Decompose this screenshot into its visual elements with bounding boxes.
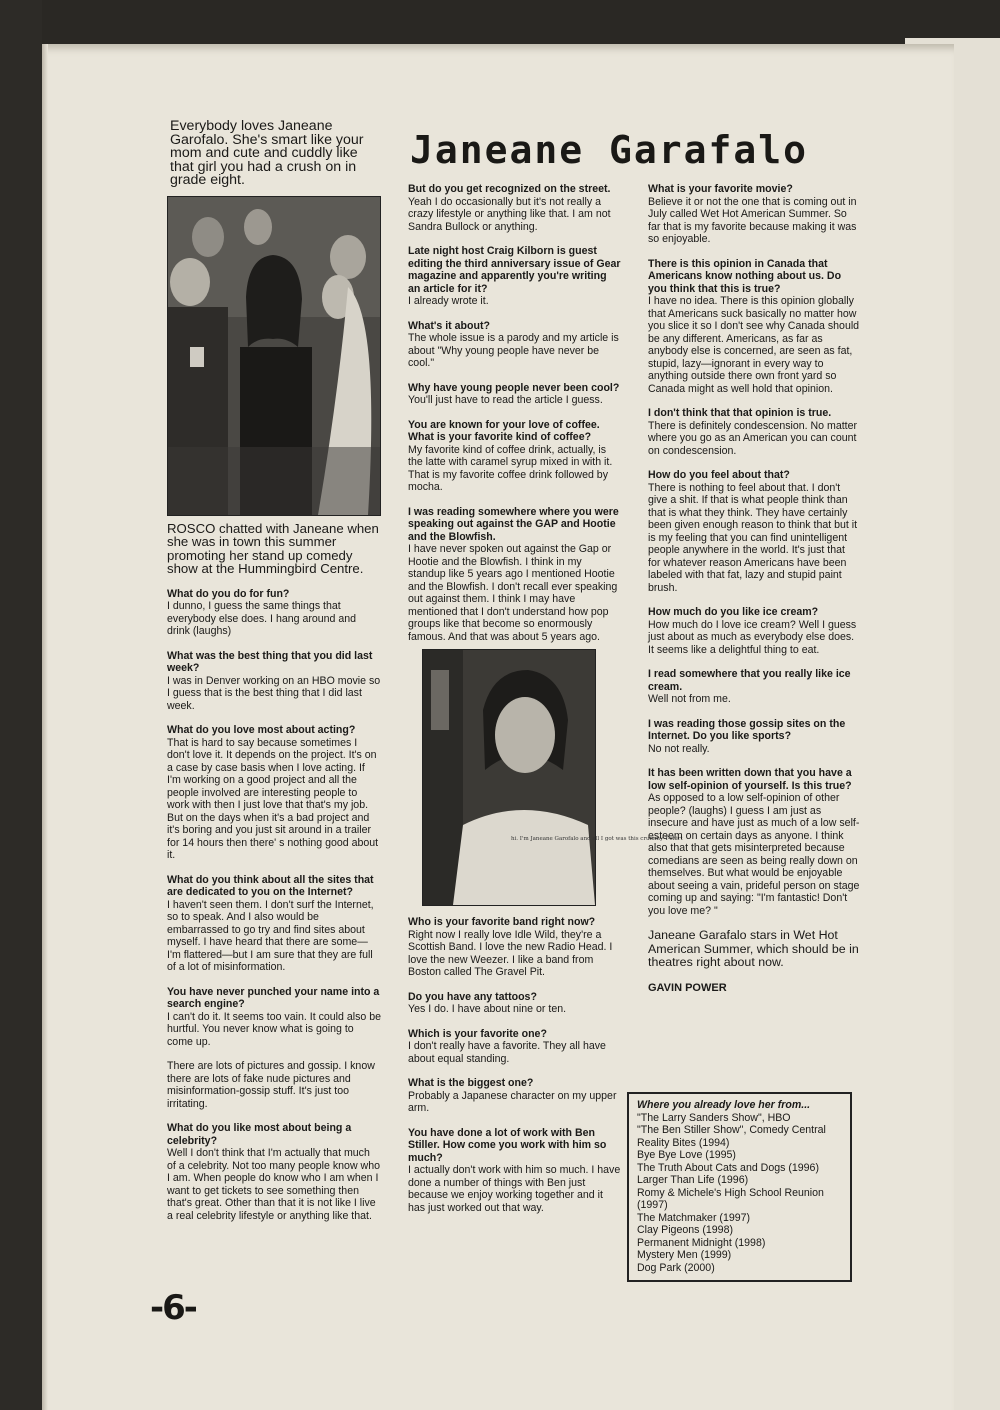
qa-block [167, 1060, 381, 1110]
filmography-item: Romy & Michele's High School Reunion (1997) [637, 1186, 824, 1211]
answer: How much do I love ice cream? Well I guess just about as much as everybody else does. It seems like a delightful thing to eat. [648, 618, 857, 656]
question: I read somewhere that you really like ice cream. [648, 668, 851, 693]
qa-block [167, 588, 381, 638]
answer: I dunno, I guess the same things that everybody else does. I hang around and drink (laughs) [167, 600, 357, 638]
qa-block [408, 991, 621, 1016]
filmography-box [627, 1092, 852, 1282]
qa-block [648, 606, 860, 656]
crowd-photo-illustration [168, 197, 380, 515]
qa-block [408, 245, 621, 308]
answer: I don't really have a favorite. They all have about equal standing. [408, 1040, 606, 1065]
byline: GAVIN POWER [648, 981, 727, 994]
answer: Well I don't think that I'm actually that much of a celebrity. Not too many people know who I am. When people do know who I am when I want to get tickets to see something then that's great. Other than that it is not like I live a real celebrity lifestyle or anything like that. [167, 1147, 380, 1222]
filmography-item: The Matchmaker (1997) [637, 1211, 751, 1224]
question: You are known for your love of coffee. What is your favorite kind of coffee? [408, 418, 600, 443]
question: Why have young people never been cool? [408, 381, 620, 394]
question: You have never punched your name into a search engine? [167, 985, 380, 1011]
question: I don't think that that opinion is true. [648, 407, 832, 419]
column-1 [167, 120, 381, 1234]
answer: I have no idea. There is this opinion globally that Americans suck basically no matter how you slice it so I don't see why Canada should be any different. Americans, as far as anybody else is concerned, are seen as fat, stupid, lazy—ignorant in every way to anything outside there own front yard so Canada might as well hold that opinion. [648, 295, 860, 395]
answer: Yes I do. I have about nine or ten. [408, 1003, 567, 1015]
qa-block [648, 668, 860, 706]
question: Do you have any tattoos? [408, 990, 537, 1003]
question: I was reading somewhere where you were speaking out against the GAP and Hootie and the Blowfish. [408, 505, 619, 543]
qa-block [648, 258, 860, 396]
question: What do you love most about acting? [167, 724, 356, 737]
qa-block [648, 469, 860, 594]
qa-block [167, 724, 381, 862]
filmography-item: Larger Than Life (1996) [637, 1174, 749, 1186]
qa-block [408, 1028, 621, 1066]
qa-block [648, 407, 860, 457]
question: What is the biggest one? [408, 1077, 534, 1089]
answer: I haven't seen them. I don't surf the Internet, so to speak. And I also would be embarrassed to go try and find sites about myself. I have heard that there are some—I'm flattered—but I am sure that they are full of a lot of misinformation. [167, 898, 374, 974]
filmography-item: Permanent Midnight (1998) [637, 1236, 766, 1249]
answer: I actually don't work with him so much. I have done a number of things with Ben just because we enjoy working together and it has just worked out that way. [408, 1164, 621, 1214]
qa-block [408, 1127, 621, 1215]
qa-block [408, 1077, 621, 1115]
qa-block [648, 718, 860, 756]
question: Which is your favorite one? [408, 1027, 547, 1040]
qa-block [408, 916, 621, 979]
answer: I have never spoken out against the Gap or Hootie and the Blowfish. I think in my standup like 5 years ago I mentioned Hootie and the Blowfish. I don't recall ever speaking out against them. I think I may have mentioned that I don't understand how pop groups like that become so enormously famous. And that was about 5 years ago. [408, 543, 618, 643]
photo-caption: ROSCO chatted with Janeane when she was in town this summer promoting her stand up comedy show at the Hummingbird Centre. [167, 520, 379, 577]
page-fold [42, 44, 48, 1410]
answer: You'll just have to read the article I guess. [408, 394, 603, 406]
question: What's it about? [408, 319, 490, 332]
answer: The whole issue is a parody and my article is about "Why young people have never be cool." [408, 332, 619, 369]
answer: Right now I really love Idle Wild, they're a Scottish Band. I love the new Radio Head. I love the new Weezer. I like a band from Boston called The Gravel Pit. [408, 928, 613, 978]
qa-block [648, 183, 860, 246]
answer: Yeah I do occasionally but it's not really a crazy lifestyle or anything like that. I am not Sandra Bullock or anything. [408, 195, 611, 233]
question: What is your favorite movie? [648, 183, 793, 195]
answer: That is hard to say because sometimes I don't love it. It depends on the project. It's on a case by case basis when I love acting. If I'm working on a good project and all the people involved are interesting people to work with then I just love that that's my job. But on the days when it's a bad project and it's boring and you just sit around in a trailer for 14 hours then there' s nothing good about it. [167, 736, 379, 862]
question: Late night host Craig Kilborn is guest editing the third anniversary issue of Gear magazine and apparently you're writing an article for it? [408, 245, 621, 295]
qa-block [648, 767, 860, 917]
filmography-item: Bye Bye Love (1995) [637, 1149, 736, 1161]
question: Who is your favorite band right now? [408, 916, 596, 928]
filmography-item: Dog Park (2000) [637, 1261, 715, 1274]
filmography-item: "The Larry Sanders Show", HBO [637, 1111, 791, 1124]
filmography-item: The Truth About Cats and Dogs (1996) [637, 1161, 819, 1174]
qa-block [408, 419, 621, 494]
question: There is this opinion in Canada that Americans know nothing about us. Do you think that this is true? [648, 257, 842, 295]
answer: There is definitely condescension. No matter where you go as an American you can count on condescension. [648, 419, 858, 457]
article-headline: Janeane Garafalo [410, 128, 809, 172]
qa-block [167, 986, 381, 1049]
qa-block [167, 1122, 381, 1222]
question: What was the best thing that you did last week? [167, 649, 373, 675]
page-number: -6- [150, 1288, 196, 1328]
filmography-item: Clay Pigeons (1998) [637, 1224, 733, 1236]
filmography-item: "The Ben Stiller Show", Comedy Central [637, 1124, 826, 1136]
qa-block [408, 506, 621, 644]
qa-block [408, 320, 621, 370]
closing-note: Janeane Garafalo stars in Wet Hot American Summer, which should be in theatres right about now. [648, 928, 859, 970]
answer: Believe it or not the one that is coming out in July called Wet Hot American Summer. So far that is my favorite because making it was so enjoyable. [648, 195, 857, 245]
question: I was reading those gossip sites on the Internet. Do you like sports? [648, 717, 846, 742]
filmography-item: Mystery Men (1999) [637, 1249, 732, 1261]
answer: There are lots of pictures and gossip. I know there are lots of fake nude pictures and misinformation-gossip stuff. It's just too irritating. [167, 1060, 375, 1110]
scanner-background [0, 0, 1000, 48]
answer: I already wrote it. [408, 295, 489, 307]
answer: I can't do it. It seems too vain. It could also be hurtful. You never know what is going to come up. [167, 1010, 382, 1048]
filmography-item: Reality Bites (1994) [637, 1136, 730, 1149]
answer: My favorite kind of coffee drink, actually, is the latte with caramel syrup mixed in with it. That is my favorite coffee drink followed by mocha. [408, 443, 613, 493]
question: How much do you like ice cream? [648, 606, 819, 618]
question: What do you think about all the sites that are dedicated to you on the Internet? [167, 873, 374, 899]
question: What do you like most about being a celebrity? [167, 1122, 352, 1147]
scanner-edge [0, 0, 42, 1410]
answer: No not really. [648, 742, 710, 755]
question: What do you do for fun? [167, 587, 290, 600]
answer: As opposed to a low self-opinion of other people? (laughs) I guess I am just as insecure and have just as much of a low self-esteem on certain days as anyone. I think also that that gets misinterpreted because comedians are seen as being really down on themselves. But what would be enjoyable about seeing a vain, prideful person on stage coming up and saying: "I'm fantastic! Don't you love me? " [648, 792, 860, 917]
question: You have done a lot of work with Ben Stiller. How come you work with him so much? [408, 1126, 607, 1164]
answer: There is nothing to feel about that. I don't give a shit. If that is what people think than that is what they think. They have certainly been given enough reason to think that but it is my feeling that you can find unintelligent people anywhere in the world. It's just that for whatever reason Americans have been labeled with that fat, lazy and stupid paint brush. [648, 481, 858, 594]
qa-block [167, 650, 381, 713]
qa-block [408, 183, 621, 233]
question: How do you feel about that? [648, 469, 790, 481]
answer: Probably a Japanese character on my upper arm. [408, 1089, 617, 1114]
question: It has been written down that you have a low self-opinion of yourself. Is this true? [648, 767, 852, 792]
shirt-print: hi. I'm Janeane Garofalo and all I got was this crummy T-shirt [511, 836, 683, 842]
answer: I was in Denver working on an HBO movie so I guess that is the best thing that I did last week. [167, 674, 381, 712]
qa-block [408, 382, 621, 407]
answer: Well not from me. [648, 693, 731, 705]
qa-block [167, 874, 381, 974]
crowd-photo [167, 196, 381, 516]
intro-blurb: Everybody loves Janeane Garofalo. She's smart like your mom and cute and cuddly like that girl you had a crush on in grade eight. [170, 118, 364, 189]
question: But do you get recognized on the street. [408, 183, 611, 195]
column-3 [648, 183, 860, 1006]
filmography-title: Where you already love her from... [637, 1099, 811, 1111]
